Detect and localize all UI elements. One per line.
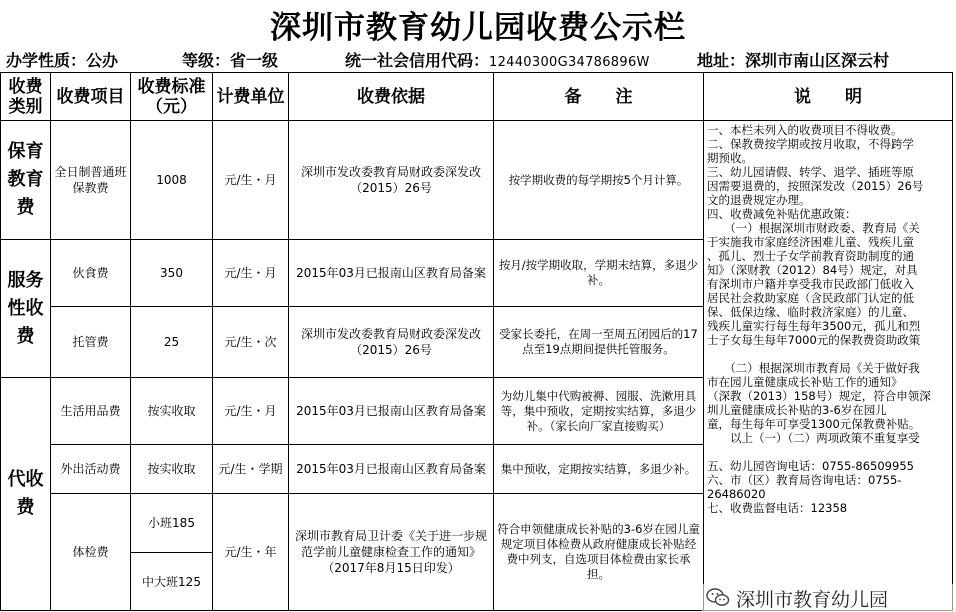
- explanation-line: 、孤儿、烈士子女学前教育资助制度的通: [707, 249, 914, 263]
- basis-cell: 2015年03月已报南山区教育局备案: [289, 378, 494, 445]
- header-basis: 收费依据: [289, 73, 494, 121]
- unit-cell: 元/生・月: [213, 121, 289, 240]
- unit-cell: 元/生・学期: [213, 445, 289, 494]
- standard-cell: 1008: [131, 121, 213, 240]
- item-cell: 外出活动费: [51, 445, 131, 494]
- explanation-lines: [707, 123, 949, 515]
- table-header-row: [1, 73, 953, 121]
- basis-cell: 2015年03月已报南山区教育局备案: [289, 445, 494, 494]
- explanation-line: 一、本栏未列入的收费项目不得收费。: [707, 123, 903, 137]
- explanation-line: 以上（一）（二）两项政策不重复享受: [707, 431, 920, 445]
- explanation-line: （二）根据深圳市教育局《关于做好我: [707, 361, 920, 375]
- wechat-icon: [706, 588, 730, 607]
- explanation-line: 26486020: [707, 487, 766, 501]
- explanation-line: 二、保教费按学期或按月收取，不得跨学: [707, 137, 914, 151]
- school-grade: 等级：省一级: [182, 51, 279, 70]
- basis-cell: 深圳市发改委教育局财政委深发改（2015）26号: [289, 307, 494, 378]
- category-care: 保育教育费: [1, 121, 51, 240]
- explanation-line: 圳儿童健康成长补贴的3-6岁在园儿: [707, 403, 887, 417]
- explanation-line: 残疾儿童实行每生每年3500元，孤儿和烈: [707, 319, 921, 333]
- explanation-line: 保、低保边缘、临时救济家庭）的儿童、: [707, 305, 914, 319]
- note-cell: 受家长委托，在周一至周五闭园后的17点至19点期间提供托管服务。: [494, 307, 704, 378]
- explanation-line: （深教（2013）158号）规定，符合申领深: [707, 389, 931, 403]
- standard-cell-mid: 中大班125: [131, 553, 213, 611]
- table-row: [1, 121, 953, 240]
- header-note: 备 注: [494, 73, 704, 121]
- wechat-watermark: [702, 584, 956, 612]
- item-cell: 全日制普通班保教费: [51, 121, 131, 240]
- page-title: 深圳市教育幼儿园收费公示栏: [270, 10, 686, 46]
- header-unit: 计费单位: [213, 73, 289, 121]
- note-cell: 集中预收，定期按实结算，多退少补。: [494, 445, 704, 494]
- explanation-line: 三、幼儿园请假、转学、退学、插班等原: [707, 165, 914, 179]
- explanation-line: 六、市（区）教育局咨询电话：0755-: [707, 473, 902, 487]
- credit-code-field: [345, 48, 650, 71]
- standard-cell: 25: [131, 307, 213, 378]
- explanation-cell: [704, 121, 953, 611]
- category-agency: 代收费: [1, 378, 51, 611]
- school-nature: 办学性质：公办: [6, 51, 119, 70]
- explanation-line: 有深圳市户籍并享受我市民政部门低收入: [707, 277, 914, 291]
- explanation-line: 四、收费减免补贴优惠政策：: [707, 207, 857, 221]
- standard-cell: 350: [131, 240, 213, 307]
- credit-code-value: 12440300G34786896W: [489, 55, 650, 70]
- credit-code-label: 统一社会信用代码：: [345, 51, 490, 70]
- explanation-line: 五、幼儿园咨询电话：0755-86509955: [707, 459, 914, 473]
- explanation-line: （一）根据深圳市财政委、教育局《关: [707, 221, 920, 235]
- standard-cell: 按实收取: [131, 445, 213, 494]
- item-cell: 伙食费: [51, 240, 131, 307]
- explanation-line: [707, 445, 949, 459]
- category-service: 服务性收费: [1, 240, 51, 378]
- item-cell: 体检费: [51, 494, 131, 611]
- explanation-line: 士子女每生每年7000元的保教费资助政策: [707, 333, 921, 347]
- unit-cell: 元/生・月: [213, 240, 289, 307]
- basis-cell: 深圳市发改委教育局财政委深发改（2015）26号: [289, 121, 494, 240]
- explanation-line: 市在园儿童健康成长补贴工作的通知》: [707, 375, 903, 389]
- note-cell: 为幼儿集中代购被褥、园服、洗漱用具等，集中预收，定期按实结算，多退少补。（家长向厂家直接购买）: [494, 378, 704, 445]
- header-standard: 收费标准（元）: [131, 73, 213, 121]
- unit-cell: 元/生・月: [213, 378, 289, 445]
- explanation-line: 知》（深财教（2012）84号）规定，对具: [707, 263, 918, 277]
- standard-cell-small: 小班185: [131, 494, 213, 553]
- explanation-line: 七、收费监督电话：12358: [707, 501, 848, 515]
- basis-cell: 深圳市教育局卫计委《关于进一步规范学前儿童健康检查工作的通知》（2017年8月15日印发）: [289, 494, 494, 611]
- basis-cell: 2015年03月已报南山区教育局备案: [289, 240, 494, 307]
- explanation-line: 居民社会救助家庭（含民政部门认定的低: [707, 291, 914, 305]
- header-explain: 说 明: [704, 73, 953, 121]
- watermark-text: 深圳市教育幼儿园: [736, 589, 889, 611]
- explanation-line: 文的退费规定办理。: [707, 193, 811, 207]
- header-item: 收费项目: [51, 73, 131, 121]
- explanation-line: 期预收。: [707, 151, 753, 165]
- fee-table: [0, 72, 953, 611]
- note-cell: 按月/按学期收取，学期末结算，多退少补。: [494, 240, 704, 307]
- note-cell: 符合申领健康成长补贴的3-6岁在园儿童规定项目体检费从政府健康成长补贴经费中列支，自选项目体检费由家长承担。: [494, 494, 704, 611]
- note-cell: 按学期收费的每学期按5个月计算。: [494, 121, 704, 240]
- explanation-line: 童，每生每年可享受1300元保教费补贴。: [707, 417, 921, 431]
- unit-cell: 元/生・次: [213, 307, 289, 378]
- standard-cell: 按实收取: [131, 378, 213, 445]
- item-cell: 生活用品费: [51, 378, 131, 445]
- unit-cell: 元/生・年: [213, 494, 289, 611]
- explanation-line: 于实施我市家庭经济困难儿童、残疾儿童: [707, 235, 914, 249]
- explanation-line: [707, 347, 949, 361]
- explanation-line: 因需要退费的，按照深发改（2015）26号: [707, 179, 924, 193]
- header-category: 收费类别: [1, 73, 51, 121]
- school-address: 地址：深圳市南山区深云村: [697, 51, 890, 70]
- item-cell: 托管费: [51, 307, 131, 378]
